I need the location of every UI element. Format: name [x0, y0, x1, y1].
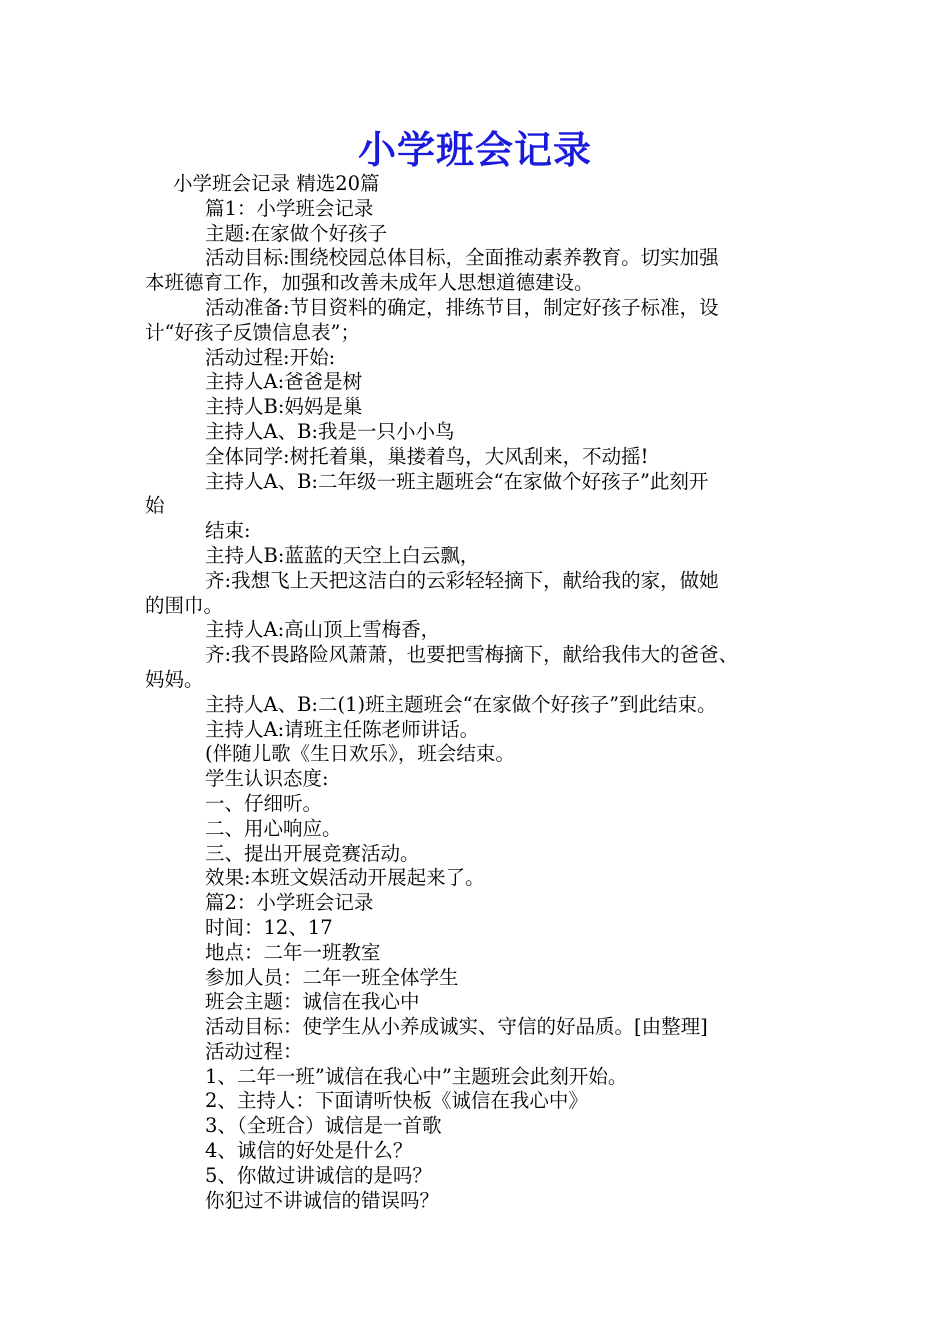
document-title: 小学班会记录: [357, 127, 592, 172]
body-line: 主持人A:请班主任陈老师讲话。: [205, 717, 480, 741]
body-line: 二、用心响应。: [205, 816, 342, 840]
body-line: 效果:本班文娱活动开展起来了。: [205, 866, 485, 890]
body-line: 5、你做过讲诚信的是吗？: [205, 1163, 432, 1187]
body-line: 主持人A:爸爸是树: [205, 370, 363, 394]
body-line: 2、主持人：下面请听快板《诚信在我心中》: [205, 1089, 588, 1113]
body-line: 的围巾。: [145, 593, 224, 617]
body-line: 主持人B:蓝蓝的天空上白云飘，: [205, 543, 480, 567]
body-line: 小学班会记录 精选20篇: [173, 172, 380, 195]
body-line: 3、（全班合）诚信是一首歌: [205, 1114, 442, 1138]
body-line: 班会主题：诚信在我心中: [205, 990, 420, 1014]
body-line: 活动过程:开始:: [205, 345, 336, 369]
document-body: [145, 172, 810, 1213]
body-line: 篇1：小学班会记录: [205, 196, 374, 220]
body-line: 始: [145, 494, 165, 518]
body-line: 地点：二年一班教室: [205, 940, 381, 964]
body-line: 本班德育工作，加强和改善未成年人思想道德建设。: [145, 271, 594, 295]
body-line: 妈妈。: [145, 667, 204, 691]
body-line: 时间：12、17: [205, 915, 333, 939]
body-line: (伴随儿歌《生日欢乐》，班会结束。: [205, 742, 515, 766]
body-line: 主持人A、B:二(1)班主题班会“在家做个好孩子”到此结束。: [205, 692, 717, 716]
body-line: 活动过程：: [205, 1039, 303, 1063]
body-line: 结束:: [205, 519, 251, 543]
body-line: 参加人员：二年一班全体学生: [205, 965, 459, 989]
body-line: 主持人A、B:二年级一班主题班会“在家做个好孩子”此刻开: [205, 469, 709, 493]
body-line: 全体同学:树托着巢，巢搂着鸟，大风刮来，不动摇!: [205, 444, 649, 468]
body-line: 活动目标:围绕校园总体目标，全面推动素养教育。切实加强: [205, 246, 719, 270]
body-line: 活动准备:节目资料的确定，排练节目，制定好孩子标准，设: [205, 295, 719, 319]
body-line: 齐:我不畏路险风萧萧，也要把雪梅摘下，献给我伟大的爸爸、: [205, 643, 739, 667]
body-line: 你犯过不讲诚信的错误吗？: [205, 1188, 440, 1212]
body-line: 齐:我想飞上天把这洁白的云彩轻轻摘下，献给我的家，做她: [205, 568, 719, 592]
body-line: 主持人B:妈妈是巢: [205, 395, 363, 419]
body-line: 4、诚信的好处是什么？: [205, 1139, 413, 1163]
body-line: 篇2：小学班会记录: [205, 891, 374, 915]
body-line: 计“好孩子反馈信息表”；: [145, 320, 360, 344]
body-line: 主持人A:高山顶上雪梅香，: [205, 618, 441, 642]
body-line: 主题:在家做个好孩子: [205, 221, 388, 245]
body-line: 活动目标：使学生从小养成诚实、守信的好品质。[由整理]: [205, 1015, 708, 1039]
body-line: 1、二年一班”诚信在我心中”主题班会此刻开始。: [205, 1064, 628, 1088]
body-line: 三、提出开展竞赛活动。: [205, 841, 420, 865]
body-line: 学生认识态度:: [205, 767, 329, 791]
body-line: 主持人A、B:我是一只小小鸟: [205, 419, 455, 443]
body-line: 一、仔细听。: [205, 791, 323, 815]
